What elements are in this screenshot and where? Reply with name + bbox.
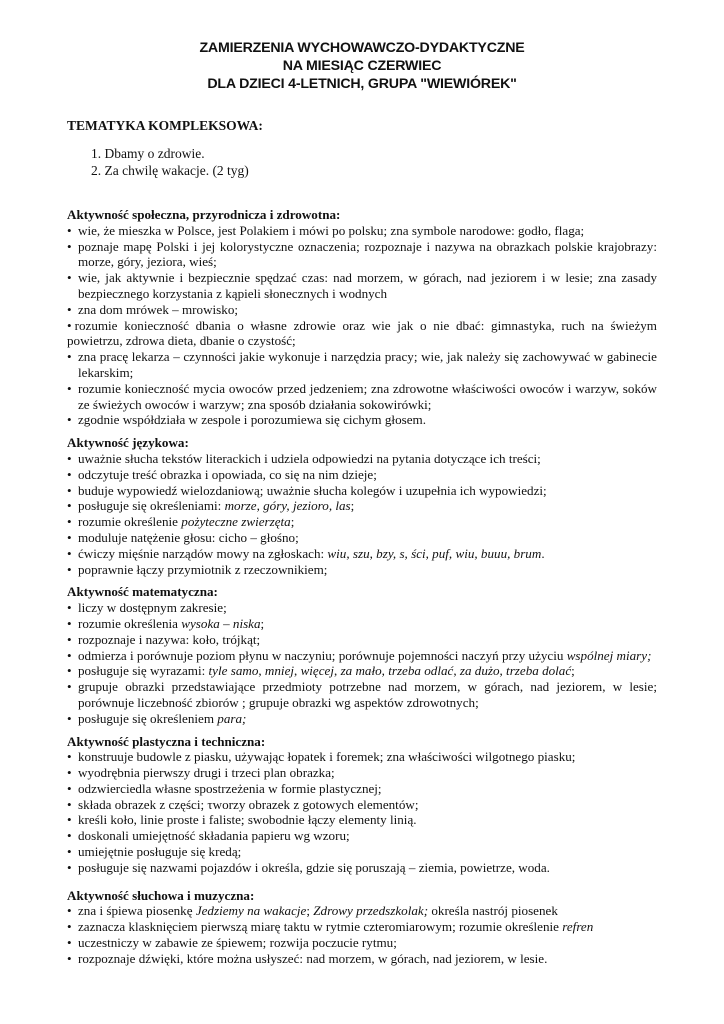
item-text: rozumie konieczność mycia owoców przed jedzeniem; zna zdrowotne właściwości owoców i warzyw, soków ze świeżych owoców i warzyw; zna sposób działania sokowirówki;	[78, 380, 657, 412]
bullet-icon: •	[67, 859, 72, 875]
item-text: zgodnie współdziała w zespole i porozumiewa się cichym głosem.	[78, 412, 426, 428]
list-item	[67, 270, 657, 302]
list-item	[67, 828, 657, 844]
bullet-icon: •	[67, 238, 72, 254]
list-item	[67, 616, 657, 632]
bullet-icon: •	[67, 828, 72, 844]
item-text: poprawnie łączy przymiotnik z rzeczownikiem;	[78, 561, 328, 577]
bullet-icon: •	[67, 498, 72, 514]
title-line: NA MIESIĄC CZERWIEC	[282, 58, 442, 74]
item-text: posługuje się określeniem	[78, 710, 218, 726]
item-text: uważnie słucha tekstów literackich i udziela odpowiedzi na pytania dotyczące ich treści;	[78, 450, 541, 466]
italic-text: Jedziemy na wakacje	[195, 903, 307, 919]
italic-text: wiu, szu, bzy, s, ści, puf, wiu, buuu, brum	[327, 545, 542, 561]
list-item	[67, 318, 657, 350]
bullet-icon: •	[67, 679, 72, 695]
item-text: odzwierciedla własne spostrzeżenia w formie plastycznej;	[78, 780, 382, 796]
list-item	[67, 302, 657, 318]
list-item	[67, 903, 657, 919]
list-item	[67, 919, 657, 935]
section-heading: Aktywność słuchowa i muzyczna:	[67, 887, 255, 903]
item-text: zaznacza klasknięciem pierwszą miarę taktu w rytmie czteromiarowym; rozumie określenie	[78, 919, 563, 935]
title-line: ZAMIERZENIA WYCHOWAWCZO-DYDAKTYCZNE	[199, 40, 525, 56]
item-text: ,	[334, 663, 341, 679]
list-item	[67, 381, 657, 413]
list-item	[67, 514, 657, 530]
bullet-icon: •	[67, 222, 72, 238]
item-text: wyodrębnia pierwszy drugi i trzeci plan obrazka;	[78, 765, 335, 781]
list-item	[67, 223, 657, 239]
bullet-icon: •	[67, 844, 72, 860]
item-text: zna i śpiewa piosenkę	[78, 903, 196, 919]
italic-text: morze, góry, jezioro, las	[224, 498, 351, 514]
bullet-icon: •	[67, 780, 72, 796]
section-heading: Aktywność plastyczna i techniczna:	[67, 733, 266, 749]
list-item	[67, 951, 657, 967]
bullet-icon: •	[67, 529, 72, 545]
bullet-icon: •	[67, 270, 72, 286]
bullet-icon: •	[67, 749, 72, 765]
list-item	[67, 797, 657, 813]
sections-container	[67, 207, 657, 967]
item-text: ćwiczy mięśnie narządów mowy na zgłoskach:	[78, 545, 328, 561]
section-heading: Aktywność językowa:	[67, 435, 189, 451]
item-text: umiejętnie posługuje się kredą;	[78, 844, 242, 860]
bullet-icon: •	[67, 663, 72, 679]
list-item	[67, 632, 657, 648]
tematyka-item: 1. Dbamy o zdrowie.	[91, 146, 205, 161]
item-text: rozpoznaje dźwięki, które można usłyszeć: nad morzem, w górach, nad jeziorem, w lesie.	[78, 950, 548, 966]
list-item	[67, 844, 657, 860]
italic-text: para;	[217, 710, 247, 726]
section	[67, 584, 657, 726]
item-text: ;	[571, 663, 575, 679]
section	[67, 435, 657, 577]
list-item	[67, 562, 657, 578]
bullet-icon: •	[67, 349, 72, 365]
item-text: wie, jak aktywnie i bezpiecznie spędzać czas: nad morzem, w górach, nad jeziorem i w lesie; zna zasady bezpiecznego korzystania z kąpieli słonecznych i wodnych	[78, 270, 657, 301]
list-item	[67, 546, 657, 562]
item-text: zna pracę lekarza – czynności jakie wykonuje i narzędzia pracy; wie, jak należy się zachowywać w gabinecie lekarskim;	[78, 349, 657, 380]
document-title	[0, 39, 724, 93]
item-text: ,	[258, 663, 265, 679]
item-text: poznaje mapę Polski i jej kolorystyczne oznaczenia; rozpoznaje i nazywa na obrazkach polskie krajobrazy: morze, góry, jeziora, wieś;	[78, 238, 657, 270]
tematyka-item: 2. Za chwilę wakacje. (2 tyg)	[91, 162, 249, 178]
item-text: posługuje się określeniami:	[78, 498, 225, 514]
item-text: ;	[260, 615, 265, 631]
bullet-icon: •	[67, 317, 72, 333]
section	[67, 207, 657, 428]
list-item	[67, 679, 657, 711]
item-text: ,	[453, 663, 460, 679]
italic-text: za mało, trzeba odlać	[340, 663, 454, 679]
item-text: moduluje natężenie głosu: cicho – głośno;	[78, 529, 299, 545]
bullet-icon: •	[67, 482, 72, 498]
item-text: posługuje się wyrazami:	[78, 663, 209, 679]
item-text: ;	[306, 903, 314, 919]
bullet-icon: •	[67, 600, 72, 616]
bullet-icon: •	[67, 412, 72, 428]
item-text: grupuje obrazki przedstawiające przedmioty potrzebne nad morzem, w górach, nad jeziorem, w lesie; porównuje liczebność zbiorów ; grupuje obrazki wg aspektów zdrowotnych;	[78, 679, 657, 710]
list-item	[67, 483, 657, 499]
list-item	[67, 498, 657, 514]
item-text: konstruuje budowle z piasku, używając łopatek i foremek; zna właściwości wilgotnego piasku;	[78, 749, 576, 765]
bullet-icon: •	[67, 796, 72, 812]
list-item	[67, 412, 657, 428]
bullet-icon: •	[67, 514, 72, 530]
italic-text: Zdrowy przedszkolak;	[313, 903, 429, 919]
bullet-icon: •	[67, 380, 72, 396]
item-text: odmierza i porównuje poziom płynu w naczyniu; porównuje pojemności naczyń przy użyciu	[78, 647, 567, 663]
italic-text: wysoka – niska	[181, 615, 261, 631]
italic-text: wspólnej miary;	[566, 647, 652, 663]
italic-text: więcej	[300, 663, 335, 679]
italic-text: tyle samo	[208, 663, 259, 679]
item-text: ;	[290, 514, 295, 530]
list-item	[67, 765, 657, 781]
item-text: odczytuje treść obrazka i opowiada, co się na nim dzieje;	[78, 466, 377, 482]
bullet-icon: •	[67, 919, 72, 935]
list-item	[67, 530, 657, 546]
list-item	[67, 648, 657, 664]
section-heading: Aktywność społeczna, przyrodnicza i zdrowotna:	[67, 207, 341, 222]
list-item	[67, 467, 657, 483]
item-text: rozumie określenia	[78, 615, 182, 631]
list-item	[67, 239, 657, 271]
bullet-icon: •	[67, 765, 72, 781]
section	[67, 734, 657, 876]
item-text: buduje wypowiedź wielozdaniową; uważnie słucha kolegów i uzupełnia ich wypowiedzi;	[78, 482, 547, 498]
tematyka-list	[91, 146, 249, 179]
item-text: określa nastrój piosenek	[428, 903, 558, 919]
item-text: zna dom mrówek – mrowisko;	[78, 301, 239, 317]
item-text: uczestniczy w zabawie ze śpiewem; rozwija poczucie rytmu;	[78, 935, 397, 951]
bullet-icon: •	[67, 631, 72, 647]
item-text: rozpoznaje i nazywa: koło, trójkąt;	[78, 631, 261, 647]
list-item	[67, 711, 657, 727]
item-text: rozumie konieczność dbania o własne zdrowie oraz wie jak o nie dbać: gimnastyka, ruch na świeżym powietrzu, zdrowa dieta, dbanie o czystość;	[67, 317, 657, 349]
bullet-icon: •	[67, 450, 72, 466]
list-item	[67, 663, 657, 679]
list-item	[67, 451, 657, 467]
italic-text: refren	[562, 919, 594, 935]
section	[67, 888, 657, 967]
item-text: posługuje się nazwami pojazdów i określa, gdzie się poruszają – ziemia, powietrze, woda.	[78, 859, 550, 875]
bullet-icon: •	[67, 647, 72, 663]
list-item	[67, 812, 657, 828]
item-text: doskonali umiejętność składania papieru wg wzoru;	[78, 828, 350, 844]
italic-text: pożyteczne zwierzęta	[181, 514, 291, 530]
italic-text: mniej	[264, 663, 295, 679]
bullet-icon: •	[67, 545, 72, 561]
item-text: liczy w dostępnym zakresie;	[78, 600, 227, 616]
tematyka-heading: TEMATYKA KOMPLEKSOWA:	[67, 118, 263, 133]
bullet-icon: •	[67, 301, 72, 317]
item-text: kreśli koło, linie proste i faliste; swobodnie łączy elementy linią.	[78, 812, 417, 828]
bullet-icon: •	[67, 950, 72, 966]
item-text: składa obrazek z części; τworzy obrazek z gotowych elementów;	[78, 796, 419, 812]
italic-text: za dużo, trzeba dolać	[459, 663, 572, 679]
bullet-icon: •	[67, 812, 72, 828]
list-item	[67, 860, 657, 876]
list-item	[67, 600, 657, 616]
bullet-icon: •	[67, 710, 72, 726]
item-text: rozumie określenie	[78, 514, 182, 530]
bullet-icon: •	[67, 935, 72, 951]
list-item	[67, 349, 657, 381]
list-item	[67, 935, 657, 951]
item-text: ,	[294, 663, 301, 679]
item-text: ;	[350, 498, 355, 514]
section-heading: Aktywność matematyczna:	[67, 584, 218, 600]
title-line: DLA DZIECI 4-LETNICH, GRUPA "WIEWIÓREK"	[207, 76, 517, 92]
bullet-icon: •	[67, 561, 72, 577]
bullet-icon: •	[67, 466, 72, 482]
list-item	[67, 749, 657, 765]
list-item	[67, 781, 657, 797]
bullet-icon: •	[67, 615, 72, 631]
item-text: .	[541, 545, 545, 561]
bullet-icon: •	[67, 903, 72, 919]
item-text: wie, że mieszka w Polsce, jest Polakiem i mówi po polsku; zna symbole narodowe: godło, flaga;	[78, 222, 585, 238]
